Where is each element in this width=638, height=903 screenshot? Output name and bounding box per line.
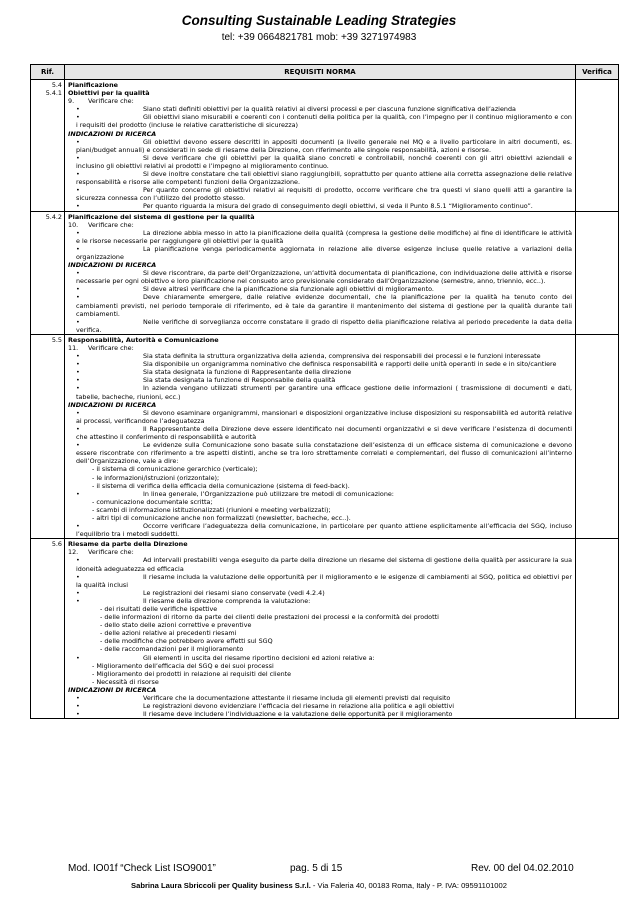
bullet-icon: • [76, 170, 80, 179]
section-heading: Pianificazione del sistema di gestione per la qualità [68, 212, 255, 221]
sub-item: - scambi di informazione istituzionalizzati (riunioni e meeting verbalizzati); [92, 505, 331, 514]
bullet-icon: • [76, 653, 80, 662]
sub-item: - il sistema di verifica della efficacia della comunicazione (sistema di feed-back). [92, 481, 350, 490]
sub-item: - dello stato delle azioni correttive e preventive [100, 621, 252, 630]
requirement-cell [65, 539, 576, 719]
sub-item: - Miglioramento dell’efficacia del SGQ e dei suoi processi [92, 661, 274, 670]
bullet-text: Le registrazioni dei riesami siano conservate (vedi 4.2.4) [143, 588, 325, 597]
bullet-item [68, 105, 572, 113]
bullet-item [68, 352, 572, 360]
bullet-text: In azienda vengano utilizzati strumenti per garantire una efficace gestione delle informazioni ( trasmissione di documenti e dati, tabelle, bacheche, riunioni, ecc.) [76, 384, 572, 401]
research-heading: INDICAZIONI DI RICERCA [68, 400, 157, 409]
bullet-text: Si deve inoltre constatare che tali obiettivi siano raggiungibili, soprattutto per quanto attiene alla corretta assegnazione delle relative responsabilità e risorse alle competenti funzioni della Organizzazione. [76, 170, 572, 187]
bullet-text: Verificare che la documentazione attestante il riesame includa gli elementi previsti dal requisito [143, 694, 451, 703]
bullet-item [68, 113, 572, 129]
bullet-text: Il riesame includa la valutazione delle opportunità per il miglioramento e le esigenze di cambiamenti al SGQ, politica ed obiettivi per la qualità inclusi [76, 572, 572, 589]
bullet-icon: • [76, 360, 80, 369]
bullet-text: Per quanto riguarda la misura del grado di conseguimento degli obiettivi, si veda il Punto 8.5.1 “Miglioramento continuo”. [143, 202, 533, 211]
section-heading: Obiettivi per la qualità [68, 89, 150, 98]
verifica-cell[interactable] [576, 80, 619, 212]
bullet-text: Siano stati definiti obiettivi per la qualità relativi ai diversi processi e per ciascuna funzione significativa dell’azienda [143, 105, 516, 114]
bullet-text: Le registrazioni devono evidenziare l’efficacia del riesame in relazione alla politica e agli obiettivi [143, 702, 455, 711]
verifica-cell[interactable] [576, 211, 619, 334]
bullet-text: Il riesame della direzione comprenda la valutazione: [143, 596, 311, 605]
bullet-item [68, 654, 572, 662]
bullet-icon: • [76, 441, 80, 450]
col-header-verifica: Verifica [576, 65, 619, 80]
bullet-text: Gli obiettivi siano misurabili e coerenti con i contenuti della politica per la qualità, con l’impegno per il continuo miglioramento e con i requisiti del prodotto (incluse le relative caratteristiche di sicurezza) [76, 113, 572, 130]
table-row [31, 80, 619, 212]
page-header [0, 13, 638, 44]
bullet-icon: • [76, 694, 80, 703]
requirement-cell [65, 211, 576, 334]
bullet-text: Sia stata designata la funzione di Rappresentante della direzione [143, 368, 352, 377]
bullet-text: Nelle verifiche di sorveglianza occorre constatare il grado di rispetto della pianificazione relativa al periodo precedente la data della verifica. [76, 317, 572, 334]
item-number: 12. [68, 548, 79, 557]
sub-item: - delle raccomandazioni per il miglioramento [100, 645, 244, 654]
bullet-text: Deve chiaramente emergere, dalle relative evidenze documentali, che la pianificazione per la qualità ha tenuto conto dei cambiamenti previsti, nel periodo temporale di riferimento, ed è tale da garantire il mantenimento del sistema di gestione per la qualità durante tali cambiamenti. [76, 293, 572, 318]
bullet-icon: • [76, 572, 80, 581]
sub-item: - dei risultati delle verifiche ispettive [100, 605, 218, 613]
bullet-item [68, 186, 572, 202]
bullet-item [68, 229, 572, 245]
checklist-table [30, 64, 619, 719]
sub-item: - Necessità di risorse [92, 677, 159, 686]
bullet-icon: • [76, 293, 80, 302]
bullet-item [68, 490, 572, 498]
sub-item: - delle informazioni di ritorno da parte dei clienti delle prestazioni dei processi e la conformità dei prodotti [100, 613, 439, 622]
bullet-text: Si deve verificare che gli obiettivi per la qualità siano concreti e controllabili, nonché coerenti con gli altri obiettivi aziendali e inclusino gli obiettivi relativi ai prodotti e l’impegno al miglioramento continuo. [76, 153, 572, 170]
bullet-item [68, 154, 572, 170]
bullet-text: Gli elementi in uscita del riesame riportino decisioni ed azioni relative a: [143, 653, 375, 662]
bullet-icon: • [76, 244, 80, 253]
contact-line: tel: +39 0664821781 mob: +39 3271974983 [221, 32, 417, 43]
bullet-text: In linea generale, l’Organizzazione può utilizzare tre metodi di comunicazione: [143, 489, 394, 498]
bullet-item [68, 376, 572, 384]
table-header-row [31, 65, 619, 80]
bullet-item [68, 589, 572, 597]
section-heading: Pianificazione [68, 81, 118, 89]
item-number: 11. [68, 344, 79, 352]
research-heading: INDICAZIONI DI RICERCA [68, 685, 157, 694]
sub-item: - delle azioni relative ai precedenti riesami [100, 629, 237, 638]
ref-number: 5.5 [51, 335, 62, 344]
section-heading: Riesame da parte della Direzione [68, 540, 188, 549]
bullet-icon: • [76, 522, 80, 531]
item-text: Verificare che: [88, 97, 134, 106]
requirement-cell [65, 334, 576, 538]
bullet-icon: • [76, 228, 80, 237]
bullet-text: Sia disponibile un organigramma nominativo che definisca responsabilità e rapporti delle unità operanti in sede e in sito/cantiere [143, 360, 557, 369]
bullet-icon: • [76, 489, 80, 498]
bullet-icon: • [76, 202, 80, 211]
bullet-icon: • [76, 424, 80, 433]
bullet-icon: • [76, 137, 80, 146]
bullet-icon: • [76, 588, 80, 597]
bullet-icon: • [76, 186, 80, 195]
bullet-text: La direzione abbia messo in atto la pianificazione della qualità (compresa la gestione delle modifiche) al fine di identificare le attività e le risorse necessarie per raggiungere gli obiettivi per la qualità [76, 228, 572, 245]
company-name: Sabrina Laura Sbriccoli per Quality business S.r.l. [131, 881, 311, 890]
item-number: 9. [68, 97, 75, 106]
bullet-icon: • [76, 317, 80, 326]
bullet-item [68, 694, 572, 702]
bullet-item [68, 573, 572, 589]
research-heading: INDICAZIONI DI RICERCA [68, 129, 157, 138]
bullet-item [68, 425, 572, 441]
ref-cell [31, 539, 65, 719]
numbered-item [68, 344, 572, 352]
bullet-text: Le evidenze sulla Comunicazione sono basate sulla constatazione dell’esistenza di un efficace sistema di comunicazione e devono essere riscontrate con riferimento a tre aspetti distinti, anche se tra loro strettamente correlati e complementari, del flusso di comunicazioni all’interno dell’Organizzazione, vale a dire: [76, 441, 572, 466]
bullet-item [68, 285, 572, 293]
bullet-text: Gli obiettivi devono essere descritti in appositi documenti (a livello generale nel MQ e a livello particolare in altri documenti, es. piani/budget annuali) e considerati in sede di riesame della Direzione, con riferimento alle singole responsabilità, azioni e risorse. [76, 137, 572, 154]
item-text: Verificare che: [88, 220, 134, 229]
bullet-text: Sia stata designata la funzione di Responsabile della qualità [143, 376, 336, 385]
bullet-item [68, 710, 572, 718]
section-heading: Responsabilità, Autorità e Comunicazione [68, 335, 219, 344]
bullet-text: Sia stata definita la struttura organizzativa della azienda, comprensiva dei responsabili dei processi e le funzioni interessate [143, 352, 541, 361]
bullet-text: Si deve riscontrare, da parte dell’Organizzazione, un’attività documentata di pianificazione, con individuazione delle attività e risorse necessarie per ogni obiettivo e loro pianificazione nel consueto arco previsionale considerato dall’Organizzazione (semestre, anno, triennio, ecc..). [76, 269, 572, 286]
bullet-icon: • [76, 113, 80, 122]
bullet-item [68, 202, 572, 210]
bullet-icon: • [76, 556, 80, 565]
requirement-cell [65, 80, 576, 212]
bullet-icon: • [76, 596, 80, 605]
numbered-item [68, 97, 572, 105]
bullet-icon: • [76, 105, 80, 114]
bullet-icon: • [76, 285, 80, 294]
bullet-item [68, 318, 572, 334]
table-row [31, 539, 619, 719]
col-header-requisiti: REQUISITI NORMA [65, 65, 576, 80]
verifica-cell[interactable] [576, 334, 619, 538]
ref-number: 5.4.1 [45, 89, 62, 98]
table-row [31, 334, 619, 538]
bullet-text: La pianificazione venga periodicamente aggiornata in relazione alle diverse esigenze incluse quelle relative a variazioni della organizzazione [76, 244, 572, 261]
research-heading: INDICAZIONI DI RICERCA [68, 261, 157, 270]
bullet-icon: • [76, 352, 80, 361]
bullet-item [68, 368, 572, 376]
bullet-text: Il riesame deve includere l’individuazione e la valutazione delle opportunità per il miglioramento [143, 710, 453, 719]
bullet-text: Si devono esaminare organigrammi, mansionari e disposizioni organizzative incluse disposizioni su responsabilità ed autorità relative ai processi, verificandone l’adeguatezza [76, 408, 572, 425]
bullet-item [68, 384, 572, 400]
item-text: Verificare che: [88, 344, 134, 352]
ref-number: 5.6 [51, 540, 62, 549]
bullet-text: Il Rappresentante della Direzione deve essere identificato nei documenti organizzativi e si deve verificare l’esistenza di documenti che attestino il conferimento di responsabilità e autorità [76, 424, 572, 442]
bullet-item [68, 556, 572, 572]
numbered-item [68, 548, 572, 556]
bullet-item [68, 269, 572, 285]
bullet-text: Ad intervalli prestabiliti venga eseguito da parte della direzione un riesame del sistema di gestione della qualità per assicurare la sua idoneità adeguatezza ed efficacia [76, 556, 572, 573]
revision: Rev. 00 del 04.02.2010 [471, 863, 574, 874]
numbered-item [68, 221, 572, 229]
ref-number: 5.4 [51, 81, 62, 89]
bullet-icon: • [76, 408, 80, 417]
bullet-icon: • [76, 384, 80, 393]
ref-number: 5.4.2 [45, 212, 62, 221]
sub-item: - il sistema di comunicazione gerarchico (verticale); [92, 465, 258, 474]
bullet-text: Si deve altresì verificare che la pianificazione sia funzionale agli obiettivi di miglioramento. [143, 285, 434, 294]
bullet-item [68, 702, 572, 710]
verifica-cell[interactable] [576, 539, 619, 719]
bullet-item [68, 409, 572, 425]
sub-item: - altri tipi di comunicazione anche non formalizzati (newsletter, bacheche, ecc..). [92, 513, 351, 522]
bullet-item [68, 245, 572, 261]
bullet-icon: • [76, 269, 80, 278]
bullet-item [68, 170, 572, 186]
page-number: pag. 5 di 15 [290, 863, 343, 874]
bullet-item [68, 441, 572, 465]
sub-item: - delle modifiche che potrebbero avere effetti sul SGQ [100, 637, 273, 646]
doc-code: Mod. IO01f “Check List ISO9001” [68, 863, 216, 874]
company-address: - Via Faleria 40, 00183 Roma, Italy - P. IVA: 09591101002 [310, 881, 507, 890]
ref-cell [31, 334, 65, 538]
ref-cell [31, 80, 65, 212]
bullet-item [68, 138, 572, 154]
item-number: 10. [68, 220, 79, 229]
bullet-item [68, 293, 572, 317]
table-row [31, 211, 619, 334]
bullet-icon: • [76, 376, 80, 385]
sub-item: - le informazioni/istruzioni (orizzontale); [92, 473, 220, 482]
item-text: Verificare che: [88, 548, 134, 557]
bullet-item [68, 360, 572, 368]
bullet-icon: • [76, 368, 80, 377]
bullet-item [68, 597, 572, 605]
company-title: Consulting Sustainable Leading Strategies [181, 13, 457, 28]
ref-cell [31, 211, 65, 334]
company-footer [0, 881, 638, 890]
sub-item: - Miglioramento dei prodotti in relazione ai requisiti del cliente [92, 669, 292, 678]
bullet-icon: • [76, 710, 80, 719]
sub-item: - comunicazione documentale scritta; [92, 497, 213, 506]
col-header-rif: Rif. [31, 65, 65, 80]
bullet-text: Per quanto concerne gli obiettivi relativi ai requisiti di prodotto, occorre verificare che tra questi vi siano quelli atti a garantire la sicurezza connessa con l’utilizzo del prodotto stesso. [76, 186, 572, 203]
bullet-icon: • [76, 153, 80, 162]
bullet-item [68, 522, 572, 538]
bullet-text: Occorre verificare l’adeguatezza della comunicazione, in particolare per quanto attiene esplicitamente all’efficacia del SGQ, incluso l’equilibrio tra i metodi suddetti. [76, 522, 572, 539]
bullet-icon: • [76, 702, 80, 711]
